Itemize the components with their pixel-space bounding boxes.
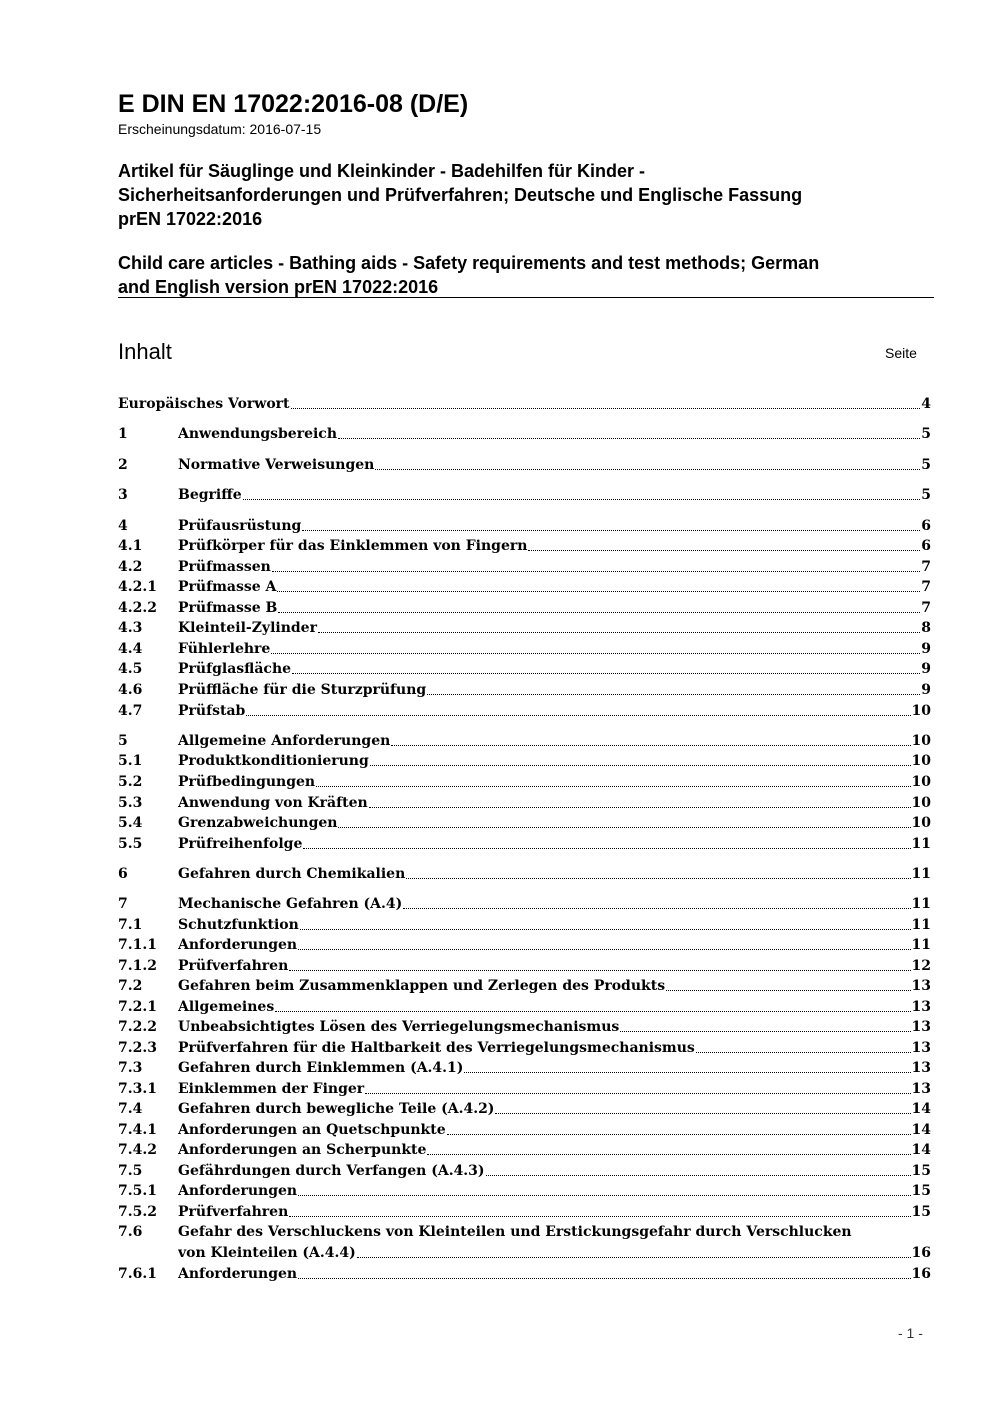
toc-entry-title [178,701,912,721]
toc-entry[interactable] [118,976,931,996]
toc-entry[interactable] [118,701,931,721]
toc-entry-title [178,1181,912,1201]
toc-entry-page: 13 [911,999,931,1015]
toc-entry-title-text: von Kleinteilen (A.4.4) [178,1245,356,1261]
toc-entry-number: 4.5 [118,661,143,677]
toc-entry-title [178,751,912,771]
toc-entry-title-text: Begriffe [178,487,242,503]
toc-entry-page: 16 [911,1266,931,1282]
toc-entry[interactable] [118,1017,931,1037]
toc-entry-page: 11 [911,937,931,953]
toc-dot-leader [406,878,910,879]
toc-entry-page: 13 [911,978,931,994]
toc-entry[interactable] [118,659,931,679]
toc-dot-leader [277,591,920,592]
toc-entry[interactable] [118,1181,931,1201]
toc-entry-title [178,536,921,556]
toc-entry-page: 13 [911,1040,931,1056]
toc-entry-title-text: Anwendungsbereich [178,426,337,442]
toc-entry-title-text: Unbeabsichtigtes Lösen des Verriegelungsmechanismus [178,1019,620,1035]
toc-entry[interactable] [118,455,931,475]
toc-entry-number: 7.1 [118,917,143,933]
toc-dot-leader [302,530,920,531]
toc-entry-page: 7 [921,559,931,575]
toc-entry-title-text: Anforderungen an Quetschpunkte [178,1122,446,1138]
toc-dot-leader [495,1113,910,1114]
toc-entry-number: 5 [118,733,128,749]
toc-entry-title [178,997,912,1017]
toc-entry-number: 7.2 [118,978,143,994]
toc-entry-page: 11 [911,917,931,933]
toc-entry-number: 5.4 [118,815,143,831]
toc-entry-title-text: Prüfstab [178,703,246,719]
toc-entry-title-text: Prüfverfahren für die Haltbarkeit des Verriegelungsmechanismus [178,1040,695,1056]
toc-entry-page: 13 [911,1060,931,1076]
title-english-line: and English version prEN 17022:2016 [118,277,439,297]
toc-entry-title-text: Allgemeines [178,999,275,1015]
toc-entry-page: 4 [921,396,931,412]
toc-dot-leader [271,653,920,654]
toc-entry[interactable] [118,1058,931,1078]
toc-entry-number: 5.1 [118,753,143,769]
toc-entry-title [178,516,921,536]
toc-entry-title-text: Gefahren durch Chemikalien [178,866,406,882]
toc-entry-title [178,1099,912,1119]
toc-entry-page: 10 [911,733,931,749]
toc-entry-title-text: Prüfglasfläche [178,661,292,677]
toc-entry-number: 5.2 [118,774,143,790]
toc-entry-page: 10 [911,815,931,831]
toc-entry-number: 7.2.1 [118,999,157,1015]
toc-entry-title-text: Allgemeine Anforderungen [178,733,391,749]
toc-entry-number: 7.5 [118,1163,143,1179]
toc-entry-page: 9 [921,661,931,677]
toc-entry-number: 7.1.2 [118,958,157,974]
toc-entry-title [178,424,921,444]
toc-dot-leader [391,745,910,746]
toc-entry-title-text: Einklemmen der Finger [178,1081,365,1097]
toc-entry-title-text: Europäisches Vorwort [118,396,290,412]
toc-dot-leader [298,1195,910,1196]
toc-entry[interactable] [118,424,931,444]
toc-entry-number: 1 [118,426,128,442]
toc-entry-title-text: Prüfverfahren [178,958,289,974]
toc-entry-title [178,1140,912,1160]
toc-entry-title [178,618,921,638]
toc-dot-leader [278,612,920,613]
toc-entry-title [178,976,912,996]
toc-dot-leader [303,848,910,849]
toc-entry-page: 14 [911,1142,931,1158]
toc-dot-leader [375,469,920,470]
toc-dot-leader [275,1011,910,1012]
toc-dot-leader [365,1093,910,1094]
toc-entry[interactable] [118,751,931,771]
toc-entry-page: 15 [911,1204,931,1220]
title-english-line: Child care articles - Bathing aids - Safety requirements and test methods; German [118,253,820,273]
publication-date: Erscheinungsdatum: 2016-07-15 [118,121,322,137]
toc-entry-page: 15 [911,1183,931,1199]
toc-entry-title [178,915,912,935]
toc-entry-number: 6 [118,866,128,882]
toc-entry-title-text: Anwendung von Kräften [178,795,368,811]
toc-entry-page: 16 [911,1245,931,1261]
toc-entry[interactable] [118,1202,931,1222]
toc-entry-page: 14 [911,1101,931,1117]
toc-entry-title [178,935,912,955]
toc-entry-page: 6 [921,538,931,554]
toc-entry[interactable] [118,813,931,833]
toc-entry-title-text: Grenzabweichungen [178,815,338,831]
toc-entry[interactable] [118,557,931,577]
toc-entry-page: 13 [911,1019,931,1035]
toc-entry-title [178,1161,912,1181]
toc-entry-title-text: Prüfverfahren [178,1204,289,1220]
toc-dot-leader [403,908,910,909]
toc-dot-leader [666,990,910,991]
toc-entry[interactable] [118,915,931,935]
title-german-line: prEN 17022:2016 [118,209,263,229]
toc-entry[interactable] [118,793,931,813]
toc-entry-page: 9 [921,682,931,698]
toc-entry-page: 6 [921,518,931,534]
toc-entry[interactable] [118,1038,931,1058]
toc-entry-title [178,485,921,505]
toc-dot-leader [620,1031,910,1032]
toc-entry-title [178,834,912,854]
toc-dot-leader [357,1257,911,1258]
toc-entry-page: 5 [921,426,931,442]
toc-dot-leader [292,673,920,674]
toc-entry-number: 7.2.3 [118,1040,157,1056]
toc-entry[interactable] [118,516,931,536]
toc-entry-title [178,577,921,597]
toc-entry-number: 4.2.1 [118,579,157,595]
toc-entry-title [178,772,912,792]
toc-entry-title [178,1058,912,1078]
toc-entry[interactable] [118,485,931,505]
toc-dot-leader [298,1278,910,1279]
toc-entry-title-text: Gefährdungen durch Verfangen (A.4.3) [178,1163,485,1179]
title-german [118,159,938,231]
toc-entry-title [178,455,921,475]
toc-dot-leader [300,929,911,930]
toc-entry[interactable] [118,536,931,556]
toc-entry[interactable] [118,618,931,638]
toc-entry[interactable] [118,1161,931,1181]
toc-entry[interactable] [118,598,931,618]
toc-dot-leader [369,807,911,808]
toc-dot-leader [696,1052,911,1053]
toc-entry[interactable] [118,956,931,976]
toc-entry-page: 10 [911,795,931,811]
toc-entry[interactable] [118,1079,931,1099]
toc-entry-title-text: Prüfreihenfolge [178,836,303,852]
toc-dot-leader [289,970,910,971]
toc-dot-leader [338,438,920,439]
title-german-line: Sicherheitsanforderungen und Prüfverfahren; Deutsche und Englische Fassung [118,185,803,205]
toc-entry-page: 11 [911,866,931,882]
toc-entry-title-line: Gefahr des Verschluckens von Kleinteilen und Erstickungsgefahr durch Verschlucken [178,1224,852,1240]
toc-entry-number: 7.3.1 [118,1081,157,1097]
toc-entry-title [178,1038,912,1058]
toc-dot-leader [338,827,910,828]
toc-entry[interactable] [118,997,931,1017]
toc-dot-leader [289,1216,910,1217]
toc-entry-title-text: Gefahren beim Zusammenklappen und Zerlegen des Produkts [178,978,666,994]
toc-entry-title [178,680,921,700]
toc-entry-number: 7.1.1 [118,937,157,953]
toc-entry[interactable] [118,680,931,700]
toc-entry-number: 4.6 [118,682,143,698]
toc-entry-title-text: Anforderungen [178,1183,298,1199]
toc-entry[interactable] [118,1264,931,1284]
title-english [118,251,938,299]
toc-entry[interactable] [118,1120,931,1140]
toc-entry-title-text: Gefahren durch bewegliche Teile (A.4.2) [178,1101,495,1117]
toc-entry-title-text: Prüfbedingungen [178,774,316,790]
toc-entry-page: 7 [921,600,931,616]
toc-entry-title-text: Prüfmassen [178,559,271,575]
toc-dot-leader [370,765,911,766]
toc-entry[interactable] [118,577,931,597]
toc-entry[interactable] [118,639,931,659]
toc-dot-leader [486,1175,911,1176]
toc-entry-number: 4.7 [118,703,143,719]
toc-entry-title-text: Anforderungen [178,937,298,953]
toc-dot-leader [318,632,920,633]
toc-entry-page: 14 [911,1122,931,1138]
toc-entry-number: 7.4.2 [118,1142,157,1158]
toc-entry-title-text: Normative Verweisungen [178,457,375,473]
toc-entry-page: 5 [921,487,931,503]
toc-entry-title [178,1017,912,1037]
toc-entry-title [178,639,921,659]
toc-entry-page: 11 [911,896,931,912]
toc-entry-number: 7 [118,896,128,912]
toc-entry-title-text: Schutzfunktion [178,917,299,933]
toc-heading: Inhalt [118,339,172,364]
toc-entry-title [178,894,912,914]
toc-entry-page: 10 [911,774,931,790]
toc-entry-page: 8 [921,620,931,636]
toc-entry-page: 15 [911,1163,931,1179]
toc-dot-leader [427,694,920,695]
toc-entry-number: 2 [118,457,128,473]
toc-entry-page: 5 [921,457,931,473]
toc-entry-title [178,1243,912,1263]
toc-entry-title-text: Kleinteil-Zylinder [178,620,317,636]
title-german-line: Artikel für Säuglinge und Kleinkinder - Badehilfen für Kinder - [118,161,646,181]
toc-entry[interactable] [118,935,931,955]
toc-dot-leader [291,408,921,409]
toc-entry-title-text: Prüfmasse A [178,579,277,595]
title-divider [118,297,934,298]
toc-entry-title [178,557,921,577]
toc-entry-number: 3 [118,487,128,503]
toc-dot-leader [316,786,910,787]
toc-entry-number: 7.6 [118,1224,143,1240]
toc-dot-leader [298,949,910,950]
toc-entry-number: 4.2 [118,559,143,575]
toc-entry-title-text: Prüfausrüstung [178,518,302,534]
toc-entry-number: 7.4.1 [118,1122,157,1138]
toc-entry-page: 9 [921,641,931,657]
toc-entry-title-text: Produktkonditionierung [178,753,369,769]
toc-entry-page: 12 [911,958,931,974]
toc-entry-title-text: Prüfkörper für das Einklemmen von Fingern [178,538,528,554]
toc-entry-number: 7.3 [118,1060,143,1076]
toc-entry-title [178,793,912,813]
toc-entry[interactable] [118,1140,931,1160]
toc-dot-leader [464,1072,910,1073]
toc-entry-number: 5.3 [118,795,143,811]
toc-entry-number: 4.2.2 [118,600,157,616]
toc-entry-title [178,813,912,833]
toc-entry-title-text: Fühlerlehre [178,641,271,657]
toc-entry-title [178,1202,912,1222]
toc-entry-title-text: Anforderungen [178,1266,298,1282]
page-number: - 1 - [898,1325,923,1341]
toc-entry-title [178,1120,912,1140]
toc-entry[interactable] [118,1243,931,1263]
toc-entry-title [178,864,912,884]
document-id: E DIN EN 17022:2016-08 (D/E) [118,90,469,118]
toc-entry-number: 5.5 [118,836,143,852]
toc-entry-number: 4.4 [118,641,143,657]
toc-entry[interactable] [118,1099,931,1119]
toc-entry-page: 10 [911,703,931,719]
toc-entry-title [178,1264,912,1284]
toc-entry-title-text: Gefahren durch Einklemmen (A.4.1) [178,1060,464,1076]
toc-entry-number: 7.2.2 [118,1019,157,1035]
toc-dot-leader [272,571,920,572]
toc-entry[interactable] [118,834,931,854]
toc-entry-number: 4.3 [118,620,143,636]
toc-entry-number: 7.5.1 [118,1183,157,1199]
toc-entry[interactable] [118,864,931,884]
toc-entry-number: 4 [118,518,128,534]
toc-entry-number: 4.1 [118,538,143,554]
toc-dot-leader [447,1134,911,1135]
toc-entry-title-text: Prüffläche für die Sturzprüfung [178,682,427,698]
toc-entry[interactable] [118,731,931,751]
toc-entry-page: 7 [921,579,931,595]
toc-dot-leader [427,1154,910,1155]
toc-entry-title [178,598,921,618]
toc-entry[interactable] [118,894,931,914]
toc-entry-title [178,1079,912,1099]
toc-entry-title-text: Mechanische Gefahren (A.4) [178,896,403,912]
toc-entry-title [178,659,921,679]
toc-entry-title-text: Prüfmasse B [178,600,278,616]
toc-entry[interactable] [118,394,931,414]
toc-entry-page: 13 [911,1081,931,1097]
toc-entry-title [118,394,921,414]
toc-dot-leader [246,715,910,716]
toc-entry[interactable] [118,772,931,792]
toc-dot-leader [528,550,920,551]
toc-entry-page: 11 [911,836,931,852]
toc-entry-number: 7.5.2 [118,1204,157,1220]
toc-entry-number: 7.6.1 [118,1266,157,1282]
toc-dot-leader [243,499,921,500]
toc-entry-page: 10 [911,753,931,769]
toc-entry-title-text: Anforderungen an Scherpunkte [178,1142,427,1158]
toc-page-column-heading: Seite [885,345,917,361]
toc-entry-title [178,731,912,751]
toc-entry-number: 7.4 [118,1101,143,1117]
toc-entry-title [178,956,912,976]
